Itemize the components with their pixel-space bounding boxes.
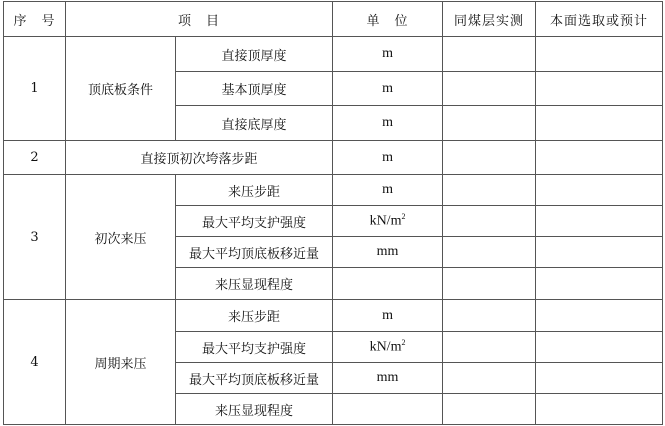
unit-superscript: 2 (401, 338, 406, 348)
selected-cell (536, 332, 663, 363)
selected-cell (536, 300, 663, 332)
item-name: 最大平均顶底板移近量 (176, 363, 333, 394)
measured-cell (443, 106, 536, 141)
selected-cell (536, 72, 663, 106)
measured-cell (443, 206, 536, 237)
table-row (4, 300, 663, 332)
measured-cell (443, 141, 536, 175)
unit-superscript: 2 (401, 212, 406, 222)
item-name: 来压步距 (176, 175, 333, 206)
item-unit: m (333, 72, 443, 106)
item-unit (333, 332, 443, 363)
selected-cell (536, 175, 663, 206)
measured-cell (443, 300, 536, 332)
table-row (4, 141, 663, 175)
row-group: 初次来压 (66, 175, 176, 300)
header-unit: 单 位 (333, 2, 443, 37)
measured-cell (443, 175, 536, 206)
header-row (4, 2, 663, 37)
item-unit: mm (333, 363, 443, 394)
measured-cell (443, 394, 536, 425)
header-selected: 本面选取或预计 (536, 2, 663, 37)
row-number: 4 (4, 300, 66, 425)
measured-cell (443, 37, 536, 72)
item-unit: m (333, 106, 443, 141)
selected-cell (536, 206, 663, 237)
selected-cell (536, 37, 663, 72)
row-number: 2 (4, 141, 66, 175)
item-unit (333, 268, 443, 300)
row-group: 周期来压 (66, 300, 176, 425)
selected-cell (536, 106, 663, 141)
measured-cell (443, 332, 536, 363)
row-group: 顶底板条件 (66, 37, 176, 141)
measured-cell (443, 237, 536, 268)
header-measured: 同煤层实测 (443, 2, 536, 37)
row-number: 1 (4, 37, 66, 141)
item-unit: m (333, 37, 443, 72)
item-name: 最大平均支护强度 (176, 206, 333, 237)
unit-base: kN/m (369, 213, 402, 229)
item-unit: m (333, 300, 443, 332)
selected-cell (536, 394, 663, 425)
header-item: 项 目 (66, 2, 333, 37)
item-name: 直接顶初次垮落步距 (66, 141, 333, 175)
row-number: 3 (4, 175, 66, 300)
item-name: 直接底厚度 (176, 106, 333, 141)
item-unit: m (333, 175, 443, 206)
selected-cell (536, 363, 663, 394)
measured-cell (443, 363, 536, 394)
item-name: 基本顶厚度 (176, 72, 333, 106)
table-row (4, 37, 663, 72)
item-unit (333, 394, 443, 425)
selected-cell (536, 141, 663, 175)
header-seq: 序 号 (4, 2, 66, 37)
item-name: 直接顶厚度 (176, 37, 333, 72)
parameter-table (3, 1, 663, 425)
item-unit: m (333, 141, 443, 175)
item-name: 最大平均支护强度 (176, 332, 333, 363)
measured-cell (443, 72, 536, 106)
unit-base: kN/m (369, 339, 402, 355)
table-row (4, 175, 663, 206)
item-unit (333, 206, 443, 237)
selected-cell (536, 237, 663, 268)
item-name: 来压步距 (176, 300, 333, 332)
item-name: 来压显现程度 (176, 394, 333, 425)
item-unit: mm (333, 237, 443, 268)
item-name: 最大平均顶底板移近量 (176, 237, 333, 268)
item-name: 来压显现程度 (176, 268, 333, 300)
measured-cell (443, 268, 536, 300)
selected-cell (536, 268, 663, 300)
